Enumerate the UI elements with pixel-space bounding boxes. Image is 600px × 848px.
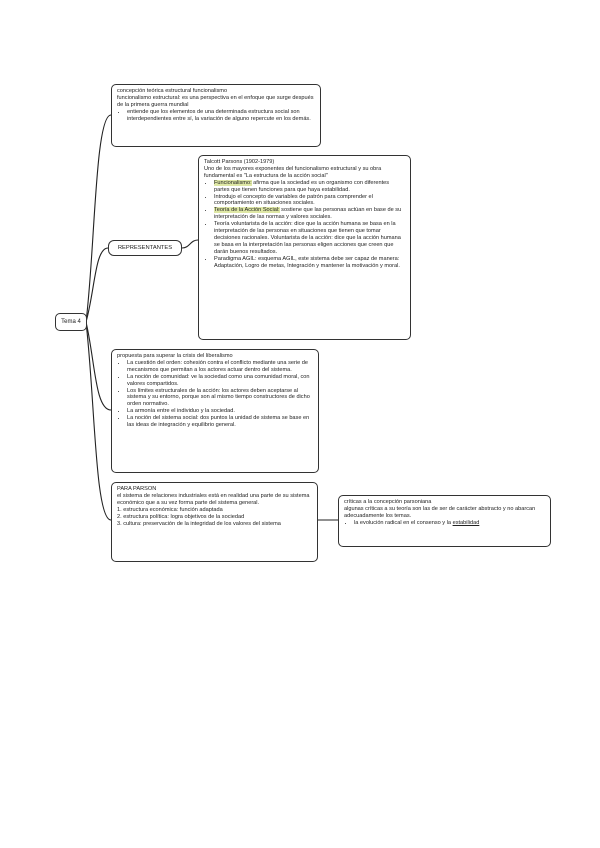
talcott-bullet-2: • Introdujo el concepto de variables de patrón para comprender el comportamiento en situaciones sociales.	[214, 194, 405, 208]
concept-node[interactable]	[111, 84, 321, 147]
proposal-bullet-1: • La cuestión del orden: cohesión contra el conflicto mediante una serie de mecanismos que permitan a los actores actuar dentro del sistema.	[127, 360, 313, 374]
representantes-label: REPRESENTANTES	[117, 244, 173, 251]
connector-to-parsons	[86, 322, 111, 520]
talcott-bullet-5: • Paradigma AGIL: esquema AGIL, este sistema debe ser capaz de manera: Adaptación, Logro de metas, Integración y mantener la motivación y moral.	[214, 256, 405, 270]
connector-representantes-to-parsons-box	[182, 240, 198, 248]
talcott-intro: Uno de los mayores exponentes del funcionalismo estructural y su obra fundamental es "La estructura de la acción social"	[204, 165, 382, 179]
highlight-funcionalismo: Funcionalismo:	[214, 179, 252, 186]
central-topic-label: Tema 4	[61, 318, 81, 325]
proposal-bullet-3: • Los límites estructurales de la acción: los actores deben aceptarse al sistema y su entorno, porque son al mismo tiempo constructores de dicho orden normativo.	[127, 388, 313, 409]
talcott-bullet-1: • Funcionalismo: afirma que la sociedad es un organismo con diferentes partes que tienen funciones para que haya estabilidad.	[214, 180, 405, 194]
para-parson-title: PARA PARSON	[117, 486, 157, 492]
concept-intro: funcionalismo estructural: es una perspectiva en el enfoque que surge después de la primera guerra mundial	[117, 94, 314, 108]
proposal-bullet-4: • La armonía entre el individuo y la sociedad.	[127, 408, 313, 415]
proposal-bullet-2: • La noción de comunidad: ve la sociedad como una comunidad moral, con valores compartidos.	[127, 374, 313, 388]
talcott-title: Talcott Parsons (1902-1979)	[204, 159, 275, 165]
proposal-title: propuesta para superar la crisis del liberalismo	[117, 353, 233, 359]
para-parson-intro: el sistema de relaciones industriales está en realidad una parte de su sistema económico que a su vez forma parte del sistema general.	[117, 492, 310, 506]
critique-bullet: • la evolución radical en el consenso y la estabilidad	[354, 520, 545, 527]
para-parson-node[interactable]	[111, 482, 318, 562]
concept-bullet: • entiende que los elementos de una determinada estructura social son interdependientes entre sí, la variación de alguno repercute en los demás.	[127, 109, 315, 123]
talcott-bullet-3: • Teoría de la Acción Social: sostiene que las personas actúan en base de su interpretación de las normas y valores sociales.	[214, 207, 405, 221]
talcott-parsons-node[interactable]	[198, 155, 411, 340]
connector-to-concept	[86, 115, 111, 322]
concept-title: concepción teórica estructural funcionalismo	[117, 88, 228, 94]
highlight-accion-social: Teoría de la Acción Social:	[214, 207, 280, 214]
critique-intro: algunas críticas a su teoría son las de ser de carácter abstracto y no abarcan adecuadamente los temas.	[344, 505, 536, 519]
proposal-bullet-5: • La noción del sistema social: dos puntos la unidad de sistema se base en las ideas de integración y equilibrio general.	[127, 415, 313, 429]
talcott-bullet-4: • Teoría voluntarista de la acción: dice que la acción humana se basa en la interpretación de las personas en situaciones que tienen que tomar decisiones racionales. Voluntarista de la acción: dice que la acción humana se basa en la interpretación las personas eligen acciones que creen que darán buenos resultados.	[214, 221, 405, 256]
para-parson-item-1: 1. estructura económica: función adaptada	[117, 506, 223, 513]
para-parson-item-2: 2. estructura política: logra objetivos de la sociedad	[117, 513, 245, 520]
critique-title: críticas a la concepción parsoniana	[344, 499, 432, 505]
central-topic-node[interactable]	[55, 313, 87, 331]
para-parson-item-3: 3. cultura: preservación de la integridad de los valores del sistema	[117, 520, 281, 527]
representantes-node[interactable]	[108, 240, 182, 256]
critique-node[interactable]	[338, 495, 551, 547]
proposal-node[interactable]	[111, 349, 319, 473]
critique-underlined-term: estabilidad	[452, 519, 480, 526]
